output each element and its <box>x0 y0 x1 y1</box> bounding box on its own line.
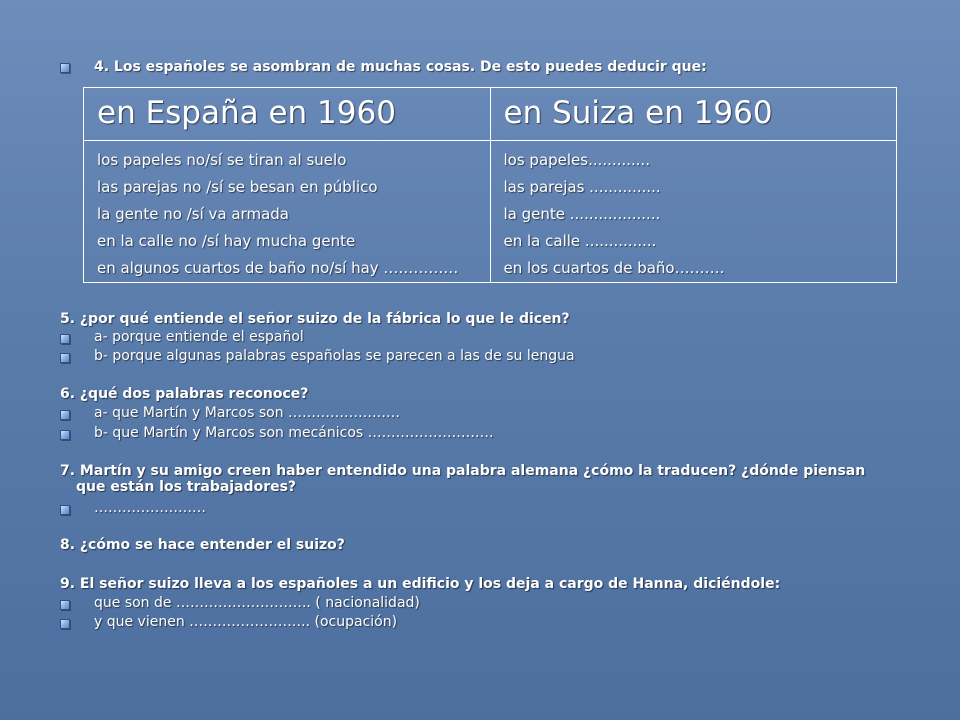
question-9: 9. El señor suizo lleva a los españoles a un edificio y los deja a cargo de Hanna, diciéndole: <box>60 576 781 592</box>
question-7: 7. Martín y su amigo creen haber entendido una palabra alemana ¿cómo la traducen? ¿dónde piensan <box>60 463 866 479</box>
answer-blank: …………………… <box>94 500 206 516</box>
answer-option: a- que Martín y Marcos son …………………… <box>94 405 401 421</box>
question-7-continued: que están los trabajadores? <box>76 479 297 495</box>
bullet-icon <box>60 353 70 363</box>
table-cell: las parejas ............... <box>503 178 661 196</box>
table-cell: la gente no /sí va armada <box>97 205 289 223</box>
answer-option: b- porque algunas palabras españolas se parecen a las de su lengua <box>94 348 575 364</box>
table-cell: en la calle no /sí hay mucha gente <box>97 232 356 250</box>
answer-option: b- que Martín y Marcos son mecánicos ……………………… <box>94 425 494 441</box>
answer-option: y que vienen …………………….. (ocupación) <box>94 614 398 630</box>
bullet-icon <box>60 430 70 440</box>
table-cell: los papeles no/sí se tiran al suelo <box>97 151 347 169</box>
table-cell: en la calle ............... <box>503 232 657 250</box>
table-cell: en algunos cuartos de baño no/sí hay …………… <box>97 259 459 277</box>
table-cell: las parejas no /sí se besan en público <box>97 178 378 196</box>
table-cell: los papeles............. <box>503 151 651 169</box>
comparison-table <box>83 87 897 283</box>
bullet-icon <box>60 334 70 344</box>
answer-option: a- porque entiende el español <box>94 329 304 345</box>
switzerland-column <box>490 141 897 283</box>
bullet-icon <box>60 505 70 515</box>
bullet-icon <box>60 619 70 629</box>
table-cell: en los cuartos de baño………. <box>503 259 725 277</box>
table-header-switzerland: en Suiza en 1960 <box>490 88 897 141</box>
bullet-icon <box>60 63 70 73</box>
question-6: 6. ¿qué dos palabras reconoce? <box>60 386 309 402</box>
bullet-icon <box>60 410 70 420</box>
answer-option: que son de ……………………….. ( nacionalidad) <box>94 595 420 611</box>
table-header-spain: en España en 1960 <box>84 88 491 141</box>
question-4: 4. Los españoles se asombran de muchas cosas. De esto puedes deducir que: <box>94 59 707 75</box>
bullet-icon <box>60 600 70 610</box>
spain-column <box>84 141 491 283</box>
question-8: 8. ¿cómo se hace entender el suizo? <box>60 537 345 553</box>
table-cell: la gente ................... <box>503 205 661 223</box>
question-5: 5. ¿por qué entiende el señor suizo de la fábrica lo que le dicen? <box>60 311 570 327</box>
